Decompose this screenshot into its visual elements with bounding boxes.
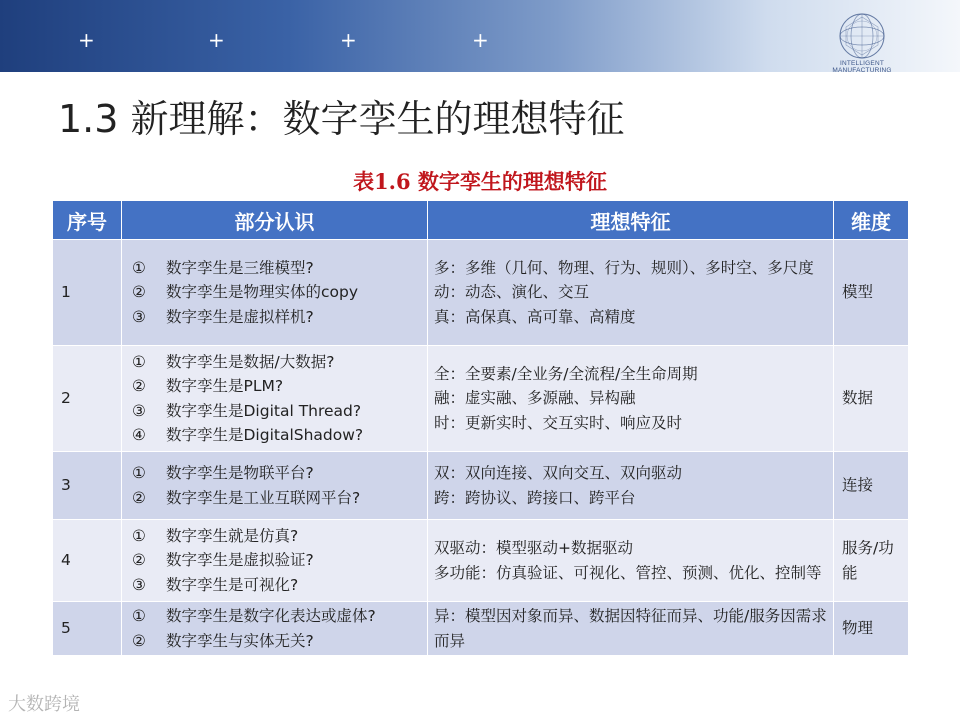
- partial-cell: [122, 520, 428, 602]
- item-text: 数字孪生是数字化表达或虚体?: [166, 607, 376, 625]
- item-number: ②: [132, 377, 146, 395]
- item-text: 数字孪生是虚拟样机?: [166, 307, 314, 326]
- table-row: [53, 240, 909, 346]
- ideal-line: 双：双向连接、双向交互、双向驱动: [434, 464, 683, 482]
- table-row: [53, 602, 909, 656]
- header-seq: 序号: [53, 201, 122, 240]
- header-dimension: 维度: [834, 201, 909, 240]
- seq-cell: 3: [53, 452, 122, 520]
- item-number: ①: [132, 607, 146, 625]
- partial-item: [132, 399, 421, 424]
- item-number: ②: [132, 283, 146, 302]
- partial-cell: [122, 452, 428, 520]
- partial-item: [132, 486, 421, 511]
- item-number: ①: [132, 526, 146, 545]
- partial-item: [132, 423, 421, 448]
- table-row: [53, 520, 909, 602]
- header-banner: [0, 0, 960, 72]
- plus-decoration: +: [340, 28, 357, 52]
- dimension-cell: 物理: [834, 602, 909, 656]
- ideal-line: 真：高保真、高可靠、高精度: [434, 307, 636, 326]
- watermark-text: 大数跨境: [8, 694, 80, 715]
- partial-item: [132, 604, 421, 629]
- item-text: 数字孪生是DigitalShadow?: [166, 426, 364, 444]
- globe-logo-icon: [834, 8, 890, 64]
- partial-item: [132, 350, 421, 375]
- plus-decoration: +: [78, 28, 95, 52]
- item-text: 数字孪生是物理实体的copy: [166, 283, 359, 302]
- slide-title: 1.3 新理解：数字孪生的理想特征: [58, 97, 625, 141]
- ideal-cell: [428, 452, 834, 520]
- item-number: ③: [132, 307, 146, 326]
- seq-cell: 2: [53, 346, 122, 452]
- ideal-line: 跨：跨协议、跨接口、跨平台: [434, 488, 636, 507]
- ideal-line: 动：动态、演化、交互: [434, 283, 590, 302]
- ideal-line: 多功能：仿真验证、可视化、管控、预测、优化、控制等: [434, 563, 822, 582]
- item-number: ③: [132, 401, 146, 420]
- header-partial-understanding: 部分认识: [122, 201, 428, 240]
- table-row: [53, 346, 909, 452]
- table-header-row: [53, 201, 909, 240]
- seq-cell: 1: [53, 240, 122, 346]
- partial-item: [132, 629, 421, 654]
- item-text: 数字孪生是虚拟验证?: [166, 551, 314, 570]
- ideal-line: 融：虚实融、多源融、异构融: [434, 389, 636, 408]
- item-number: ①: [132, 258, 146, 277]
- partial-item: [132, 548, 421, 573]
- item-number: ②: [132, 551, 146, 570]
- table-caption: 表1.6 数字孪生的理想特征: [353, 169, 607, 194]
- seq-cell: 5: [53, 602, 122, 656]
- item-text: 数字孪生是物联平台?: [166, 464, 314, 482]
- header-ideal-features: 理想特征: [428, 201, 834, 240]
- partial-cell: [122, 346, 428, 452]
- ideal-cell: [428, 602, 834, 656]
- brand-text: INTELLIGENT MANUFACTURING: [832, 60, 892, 74]
- item-number: ②: [132, 631, 146, 650]
- plus-decoration: +: [208, 28, 225, 52]
- ideal-cell: [428, 240, 834, 346]
- dimension-cell: 连接: [834, 452, 909, 520]
- item-text: 数字孪生是三维模型?: [166, 258, 314, 277]
- partial-item: [132, 461, 421, 486]
- item-text: 数字孪生是数据/大数据?: [166, 352, 335, 371]
- dimension-cell: 数据: [834, 346, 909, 452]
- plus-decoration: +: [472, 28, 489, 52]
- item-text: 数字孪生是工业互联网平台?: [166, 488, 361, 507]
- item-number: ①: [132, 352, 146, 371]
- partial-cell: [122, 602, 428, 656]
- item-number: ③: [132, 575, 146, 594]
- seq-cell: 4: [53, 520, 122, 602]
- dimension-cell: 模型: [834, 240, 909, 346]
- item-text: 数字孪生与实体无关?: [166, 631, 314, 650]
- item-text: 数字孪生是PLM?: [166, 377, 284, 395]
- item-text: 数字孪生是可视化?: [166, 575, 299, 594]
- item-text: 数字孪生就是仿真?: [166, 526, 299, 545]
- ideal-line: 多：多维（几何、物理、行为、规则）、多时空、多尺度: [434, 258, 814, 277]
- partial-item: [132, 256, 421, 281]
- ideal-features-table: [52, 200, 909, 656]
- table-row: [53, 452, 909, 520]
- dimension-cell: 服务/功能: [834, 520, 909, 602]
- partial-item: [132, 524, 421, 549]
- ideal-line: 异：模型因对象而异、数据因特征而异、功能/服务因需求而异: [434, 607, 827, 650]
- item-text: 数字孪生是Digital Thread?: [166, 401, 362, 420]
- ideal-cell: [428, 346, 834, 452]
- item-number: ②: [132, 488, 146, 507]
- ideal-line: 全：全要素/全业务/全流程/全生命周期: [434, 364, 698, 383]
- partial-cell: [122, 240, 428, 346]
- ideal-cell: [428, 520, 834, 602]
- partial-item: [132, 280, 421, 305]
- partial-item: [132, 374, 421, 399]
- partial-item: [132, 305, 421, 330]
- ideal-line: 双驱动：模型驱动+数据驱动: [434, 539, 633, 557]
- partial-item: [132, 573, 421, 598]
- item-number: ④: [132, 426, 146, 444]
- ideal-line: 时：更新实时、交互实时、响应及时: [434, 413, 683, 432]
- item-number: ①: [132, 464, 146, 482]
